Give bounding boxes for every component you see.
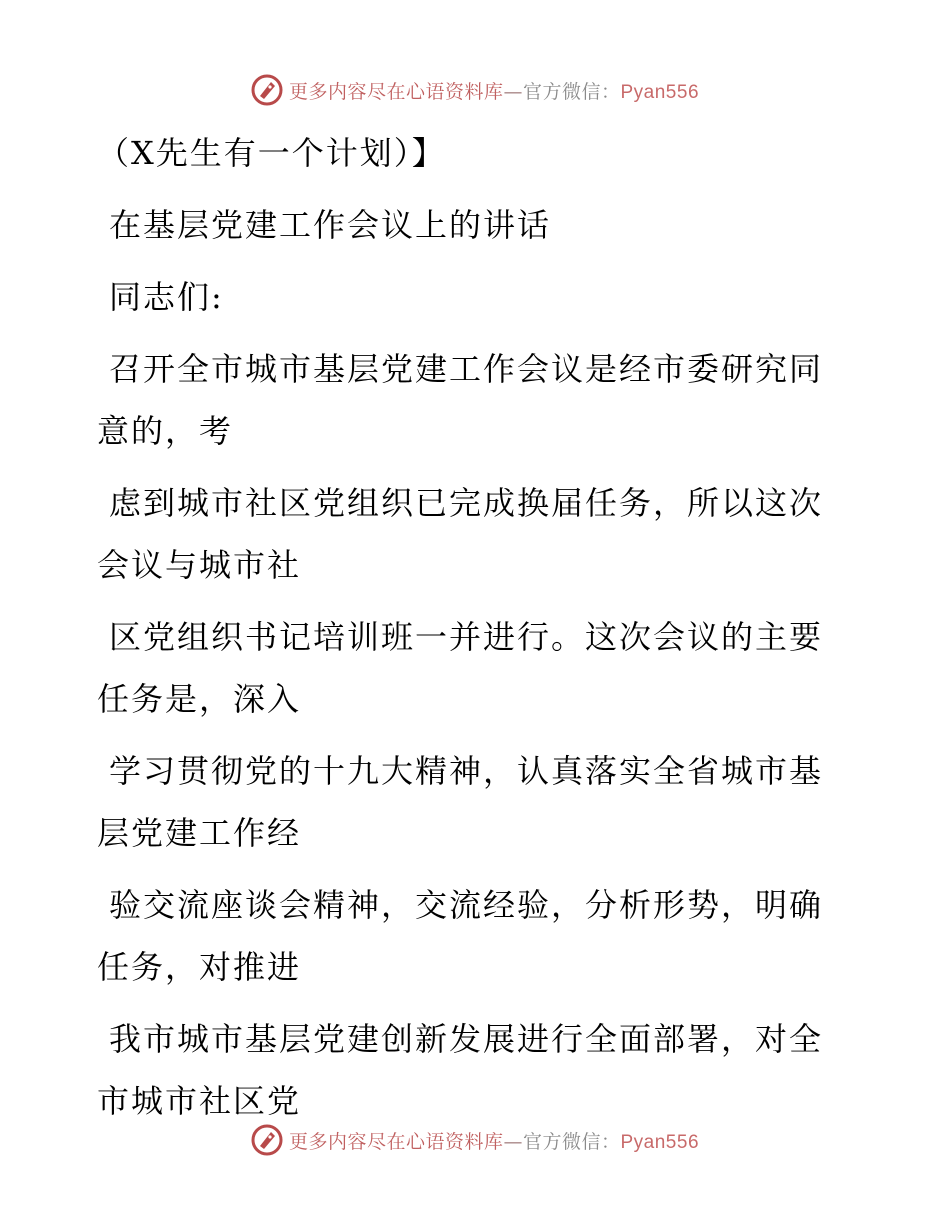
header-sub-text: 官方微信：: [522, 80, 621, 103]
footer-banner: [0, 1120, 950, 1160]
salutation: 同志们:: [109, 278, 224, 316]
paragraph-line: 意的，考: [97, 412, 234, 450]
document-body: [97, 122, 857, 1132]
paragraph-line: 任务是，深入: [97, 680, 302, 718]
paragraph-line: 市城市社区党: [97, 1082, 302, 1120]
paragraph-line: 验交流座谈会精神，交流经验，分析形势，明确: [109, 886, 824, 924]
footer-separator: —: [503, 1130, 523, 1153]
pen-nib-circle-icon: [251, 74, 283, 106]
paragraph-line: 召开全市城市基层党建工作会议是经市委研究同: [109, 350, 824, 388]
paragraph-line: 任务，对推进: [97, 948, 302, 986]
header-separator: —: [503, 80, 523, 103]
footer-wechat-id: Pyan556: [620, 1131, 700, 1153]
speech-title: 在基层党建工作会议上的讲话: [109, 206, 552, 244]
pen-nib-circle-icon: [251, 1124, 283, 1156]
paragraph-line: 我市城市基层党建创新发展进行全面部署，对全: [109, 1020, 824, 1058]
paragraph-line: 会议与城市社: [97, 546, 302, 584]
footer-main-text: 更多内容尽在心语资料库: [288, 1130, 504, 1153]
footer-sub-text: 官方微信：: [522, 1130, 621, 1153]
paragraph-line: 虑到城市社区党组织已完成换届任务，所以这次: [109, 484, 824, 522]
doc-line-1: （X先生有一个计划）】: [97, 134, 446, 172]
paragraph-line: 区党组织书记培训班一并进行。这次会议的主要: [109, 618, 824, 656]
footer-banner-text: [289, 1127, 699, 1154]
paragraph-line: 学习贯彻党的十九大精神，认真落实全省城市基: [109, 752, 824, 790]
header-main-text: 更多内容尽在心语资料库: [288, 80, 504, 103]
paragraph-line: 层党建工作经: [97, 814, 302, 852]
header-banner-text: [289, 77, 699, 104]
header-wechat-id: Pyan556: [620, 81, 700, 103]
header-banner: [0, 70, 950, 110]
